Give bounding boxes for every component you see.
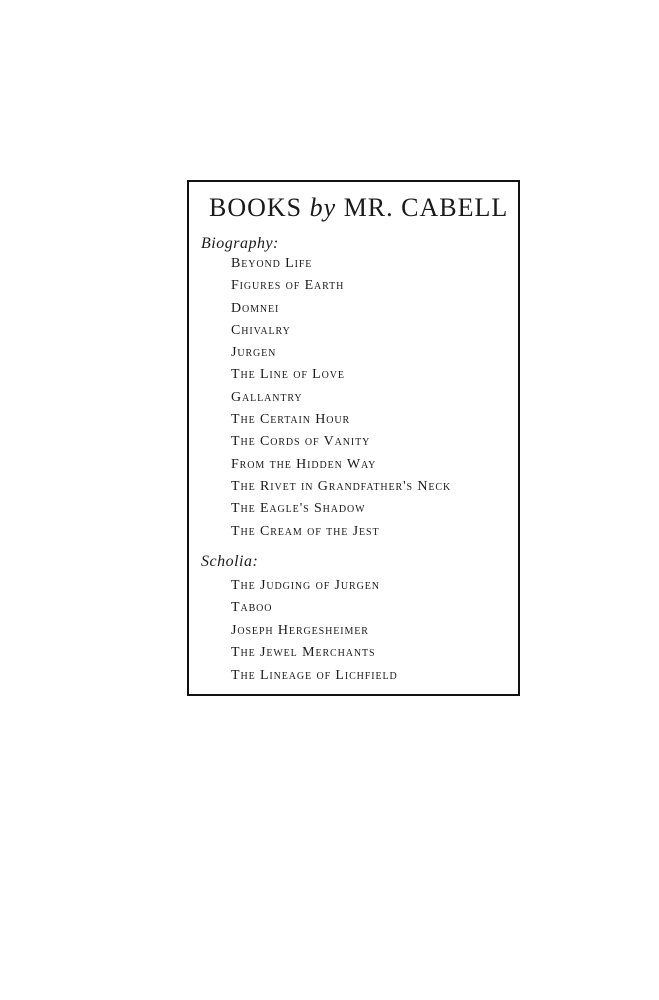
list-item: Taboo [231,600,273,616]
page-title [209,192,509,224]
list-item: The Lineage of Lichfield [231,667,398,683]
list-item: The Line of Love [231,367,345,383]
list-item: The Eagle's Shadow [231,501,366,517]
title-prefix: BOOKS [209,193,310,222]
list-item: The Cords of Vanity [231,434,371,450]
list-item: The Judging of Jurgen [231,578,380,593]
scholia-list [231,575,398,687]
title-by: by [309,193,337,222]
list-item: The Cream of the Jest [231,523,380,539]
list-item: Joseph Hergesheimer [231,622,369,638]
title-suffix: MR. CABELL [336,193,509,222]
biography-list [231,253,451,543]
section-label-biography: Biography: [201,235,279,252]
list-item: Beyond Life [231,256,313,271]
list-item: The Jewel Merchants [231,645,376,661]
list-item: Domnei [231,300,280,316]
list-item: The Certain Hour [231,412,351,428]
list-item: The Rivet in Grandfather's Neck [231,478,452,494]
list-item: Figures of Earth [231,278,345,294]
list-item: Gallantry [231,389,303,405]
list-item: Chivalry [231,322,291,338]
list-item: Jurgen [231,345,277,361]
book-list-frame [187,180,520,696]
section-label-scholia: Scholia: [201,553,259,570]
list-item: From the Hidden Way [231,456,377,472]
